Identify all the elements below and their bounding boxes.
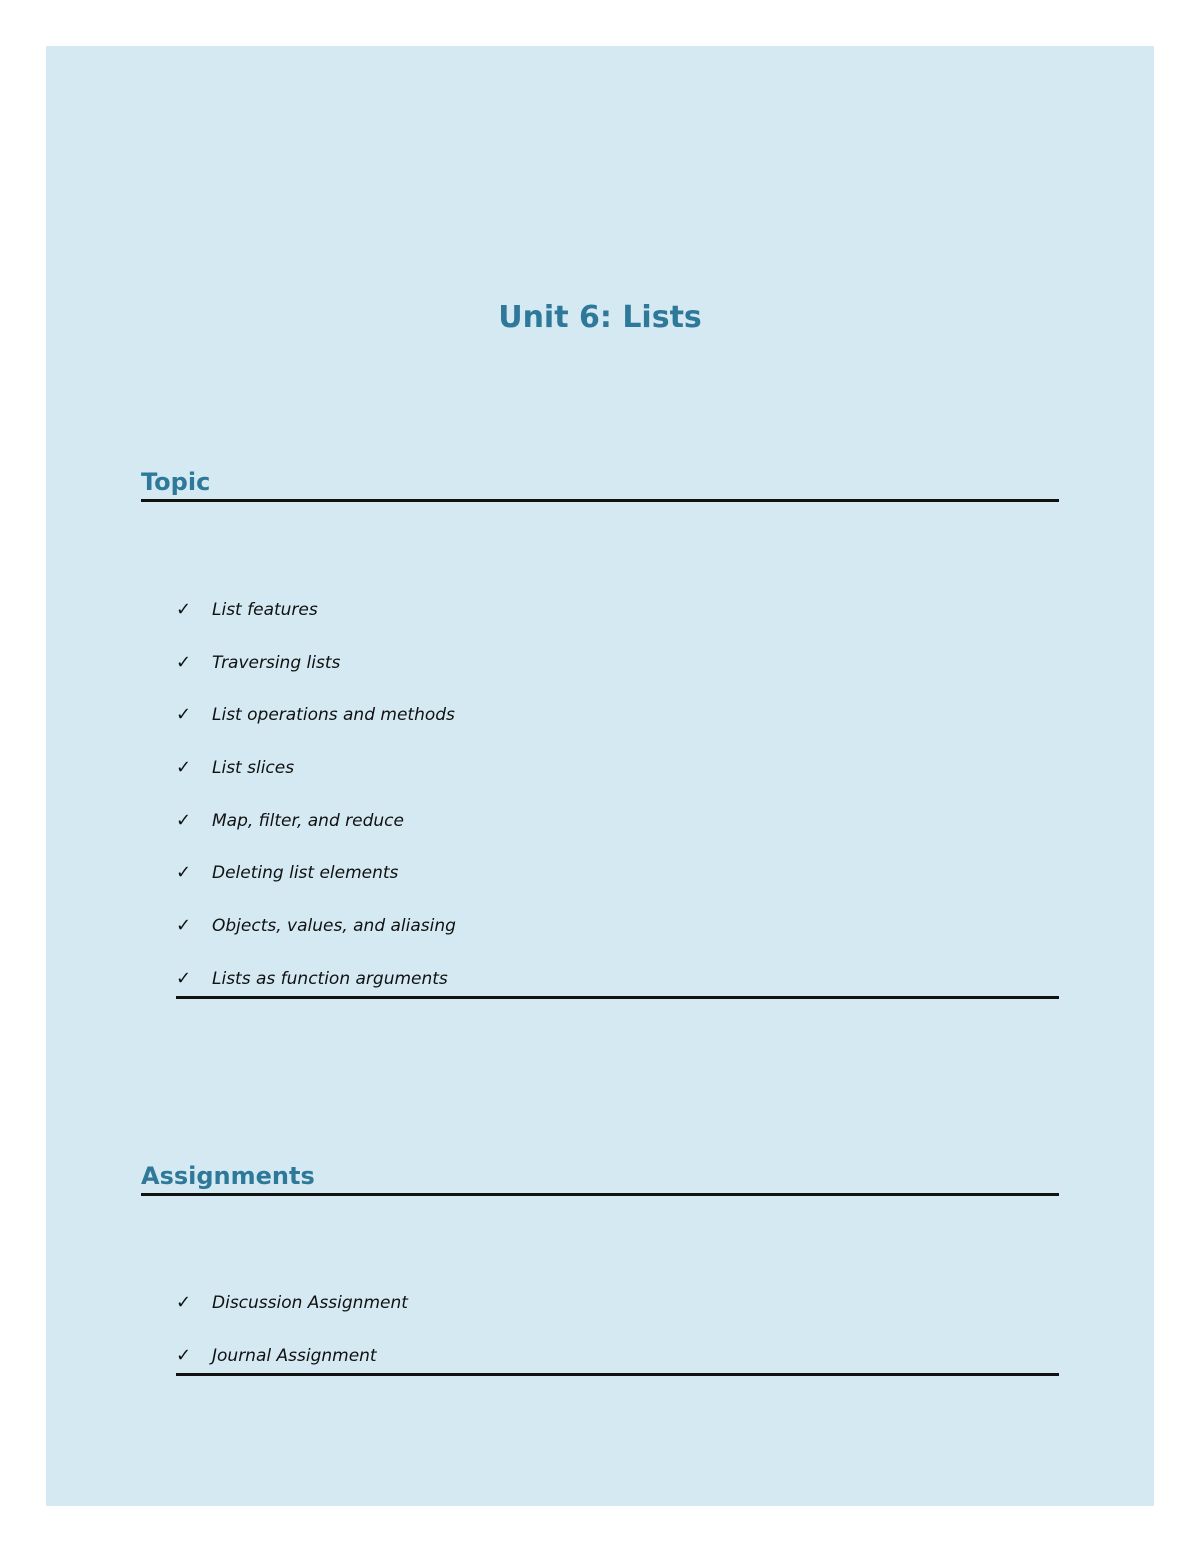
checkmark-icon: ✓ xyxy=(176,757,192,779)
checkmark-icon: ✓ xyxy=(176,1344,192,1366)
page-title: Unit 6: Lists xyxy=(498,300,702,335)
list-item-label: Journal Assignment xyxy=(212,1345,377,1366)
checkmark-icon: ✓ xyxy=(176,599,192,620)
list-item-label: List operations and methods xyxy=(212,705,455,726)
list-item xyxy=(176,860,1059,913)
list-item xyxy=(176,702,1059,755)
list-item xyxy=(176,966,1059,996)
list-item xyxy=(176,650,1059,703)
checkmark-icon: ✓ xyxy=(176,704,192,726)
checkmark-icon: ✓ xyxy=(176,967,192,989)
checkmark-icon: ✓ xyxy=(176,862,192,884)
topic-heading: Topic xyxy=(141,467,1059,502)
list-item-label: Traversing lists xyxy=(212,652,341,673)
list-item xyxy=(176,1343,1059,1373)
checkmark-icon: ✓ xyxy=(176,809,192,831)
list-item-label: Lists as function arguments xyxy=(212,968,448,989)
list-item xyxy=(176,1290,1059,1343)
list-item xyxy=(176,808,1059,861)
checkmark-icon: ✓ xyxy=(176,1292,192,1313)
list-item-label: Deleting list elements xyxy=(212,863,399,884)
list-item-label: Map, filter, and reduce xyxy=(212,810,404,831)
list-item xyxy=(176,597,1059,650)
list-item-label: Objects, values, and aliasing xyxy=(212,916,456,937)
list-item-label: List slices xyxy=(212,758,295,779)
list-item-label: List features xyxy=(212,600,318,620)
checkmark-icon: ✓ xyxy=(176,651,192,673)
list-item xyxy=(176,755,1059,808)
topic-list xyxy=(176,597,1059,999)
assignments-list xyxy=(176,1290,1059,1376)
list-item xyxy=(176,913,1059,966)
list-item-label: Discussion Assignment xyxy=(212,1293,408,1313)
checkmark-icon: ✓ xyxy=(176,915,192,937)
assignments-heading: Assignments xyxy=(141,1161,1059,1196)
